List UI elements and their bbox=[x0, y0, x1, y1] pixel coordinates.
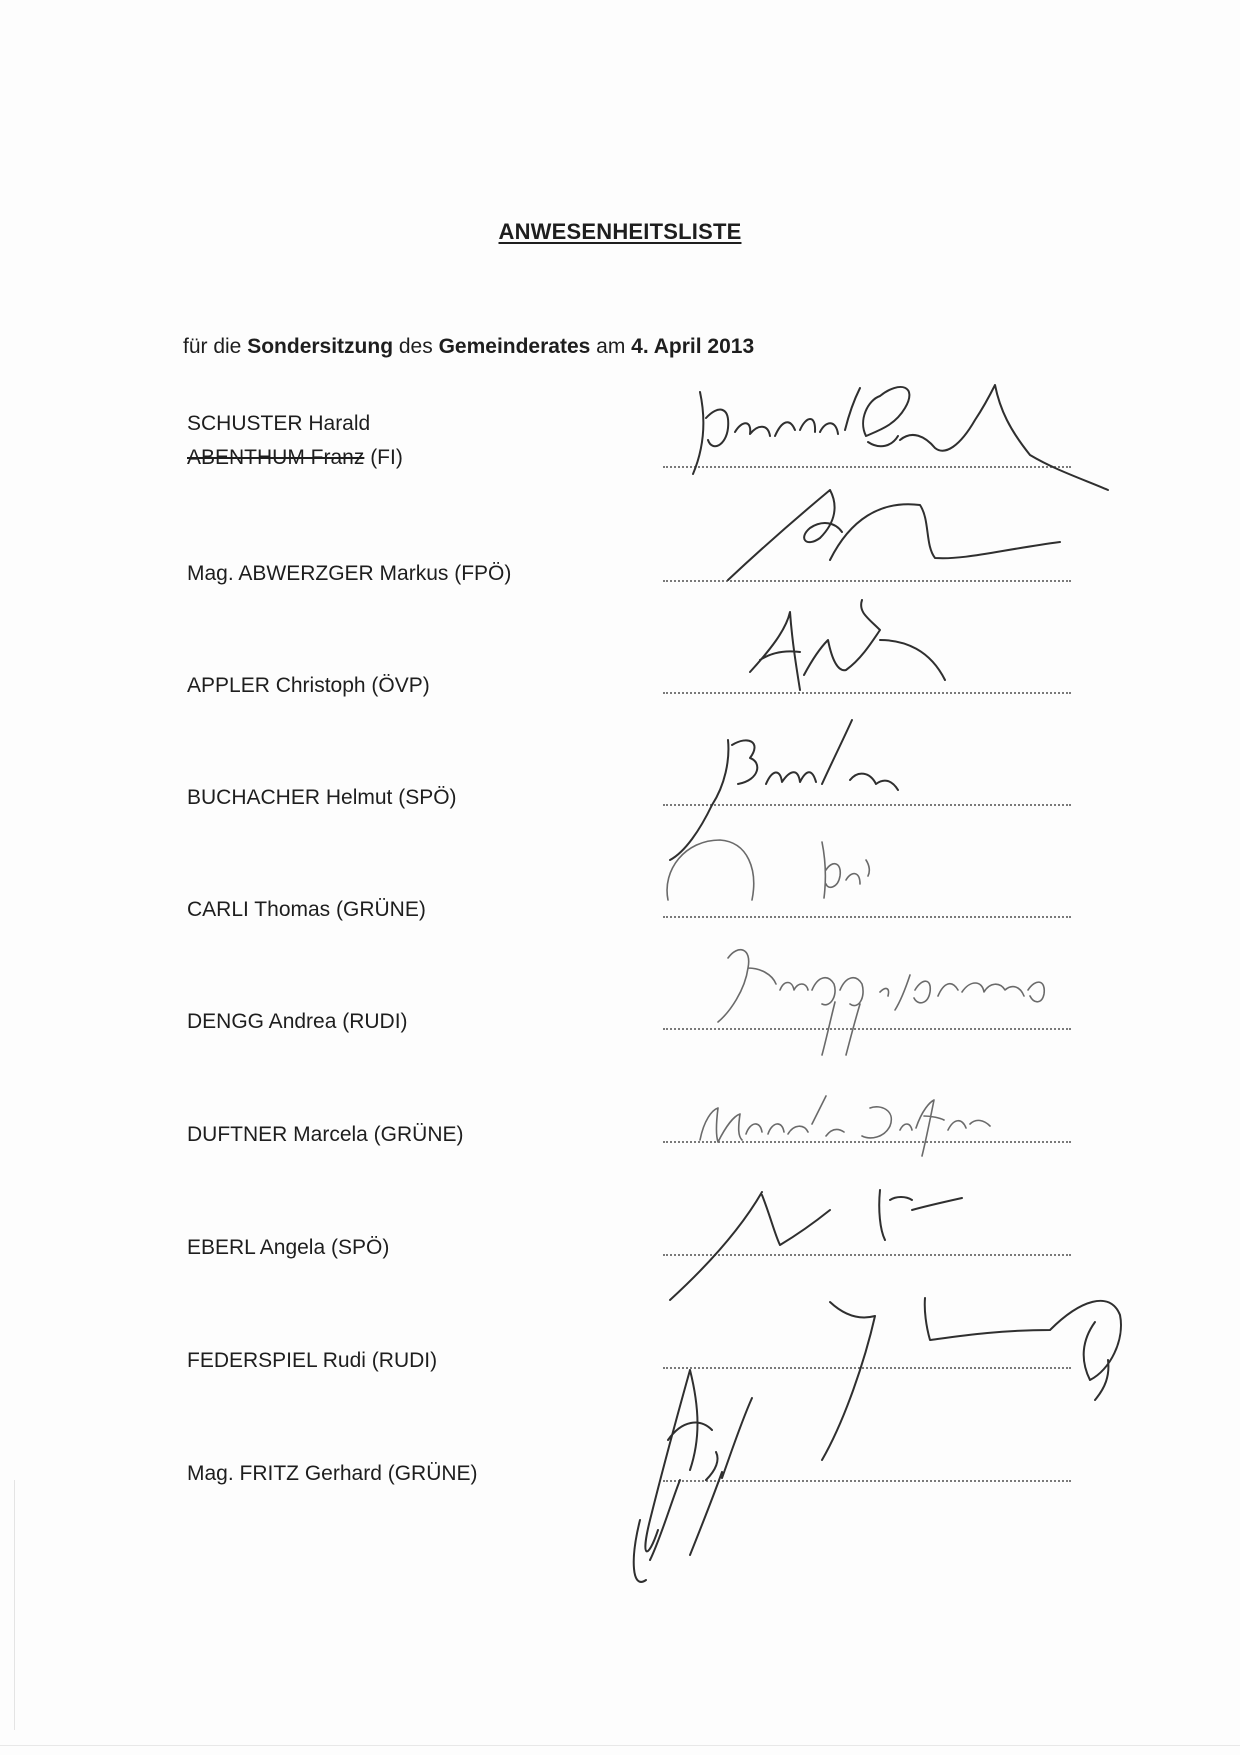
attendee-name: Mag. FRITZ Gerhard (GRÜNE) bbox=[187, 1462, 478, 1485]
attendee-name: Mag. ABWERZGER Markus (FPÖ) bbox=[187, 562, 512, 585]
scan-edge-mark bbox=[14, 1480, 15, 1730]
meeting-date: 4. April 2013 bbox=[631, 335, 755, 358]
signature-line bbox=[663, 916, 1071, 918]
attendee-name-replaced bbox=[187, 446, 403, 470]
signature-buchacher bbox=[670, 720, 898, 860]
signature-federspiel bbox=[822, 1298, 1121, 1460]
signature-dengg bbox=[718, 950, 1044, 1055]
signature-appler bbox=[750, 600, 945, 690]
council-name: Gemeinderates bbox=[438, 335, 591, 358]
signature-line bbox=[663, 692, 1071, 694]
signature-line bbox=[663, 1028, 1071, 1030]
attendee-name: DENGG Andrea (RUDI) bbox=[187, 1010, 408, 1033]
signature-schuster bbox=[693, 385, 1108, 490]
subtitle-middle: des bbox=[393, 335, 439, 358]
attendee-name: BUCHACHER Helmut (SPÖ) bbox=[187, 786, 457, 809]
subtitle-date-prefix: am bbox=[590, 335, 632, 358]
signature-eberl bbox=[670, 1190, 962, 1300]
signature-carli bbox=[667, 840, 869, 900]
attendee-name: APPLER Christoph (ÖVP) bbox=[187, 674, 430, 697]
attendee-name: CARLI Thomas (GRÜNE) bbox=[187, 898, 426, 921]
signature-duftner bbox=[700, 1096, 990, 1156]
document-title: ANWESENHEITSLISTE bbox=[498, 219, 742, 244]
signature-line bbox=[663, 1254, 1071, 1256]
meeting-type: Sondersitzung bbox=[247, 335, 394, 358]
signature-line bbox=[663, 804, 1071, 806]
attendee-name: SCHUSTER Harald bbox=[187, 412, 371, 435]
attendee-name: FEDERSPIEL Rudi (RUDI) bbox=[187, 1349, 438, 1372]
signature-abwerzger bbox=[728, 490, 1060, 580]
signature-line bbox=[663, 466, 1071, 468]
struck-name: ABENTHUM Franz bbox=[187, 446, 365, 469]
signature-line bbox=[663, 1480, 1071, 1482]
subtitle-prefix: für die bbox=[183, 335, 248, 358]
signature-line bbox=[663, 580, 1071, 582]
scan-bottom-edge bbox=[0, 1745, 1240, 1746]
attendee-name: DUFTNER Marcela (GRÜNE) bbox=[187, 1123, 464, 1146]
signature-line bbox=[663, 1141, 1071, 1143]
attendee-party: (FI) bbox=[364, 446, 403, 469]
signature-fritz bbox=[634, 1370, 752, 1582]
meeting-description bbox=[183, 335, 754, 359]
attendee-name: EBERL Angela (SPÖ) bbox=[187, 1236, 390, 1259]
signature-line bbox=[663, 1367, 1071, 1369]
